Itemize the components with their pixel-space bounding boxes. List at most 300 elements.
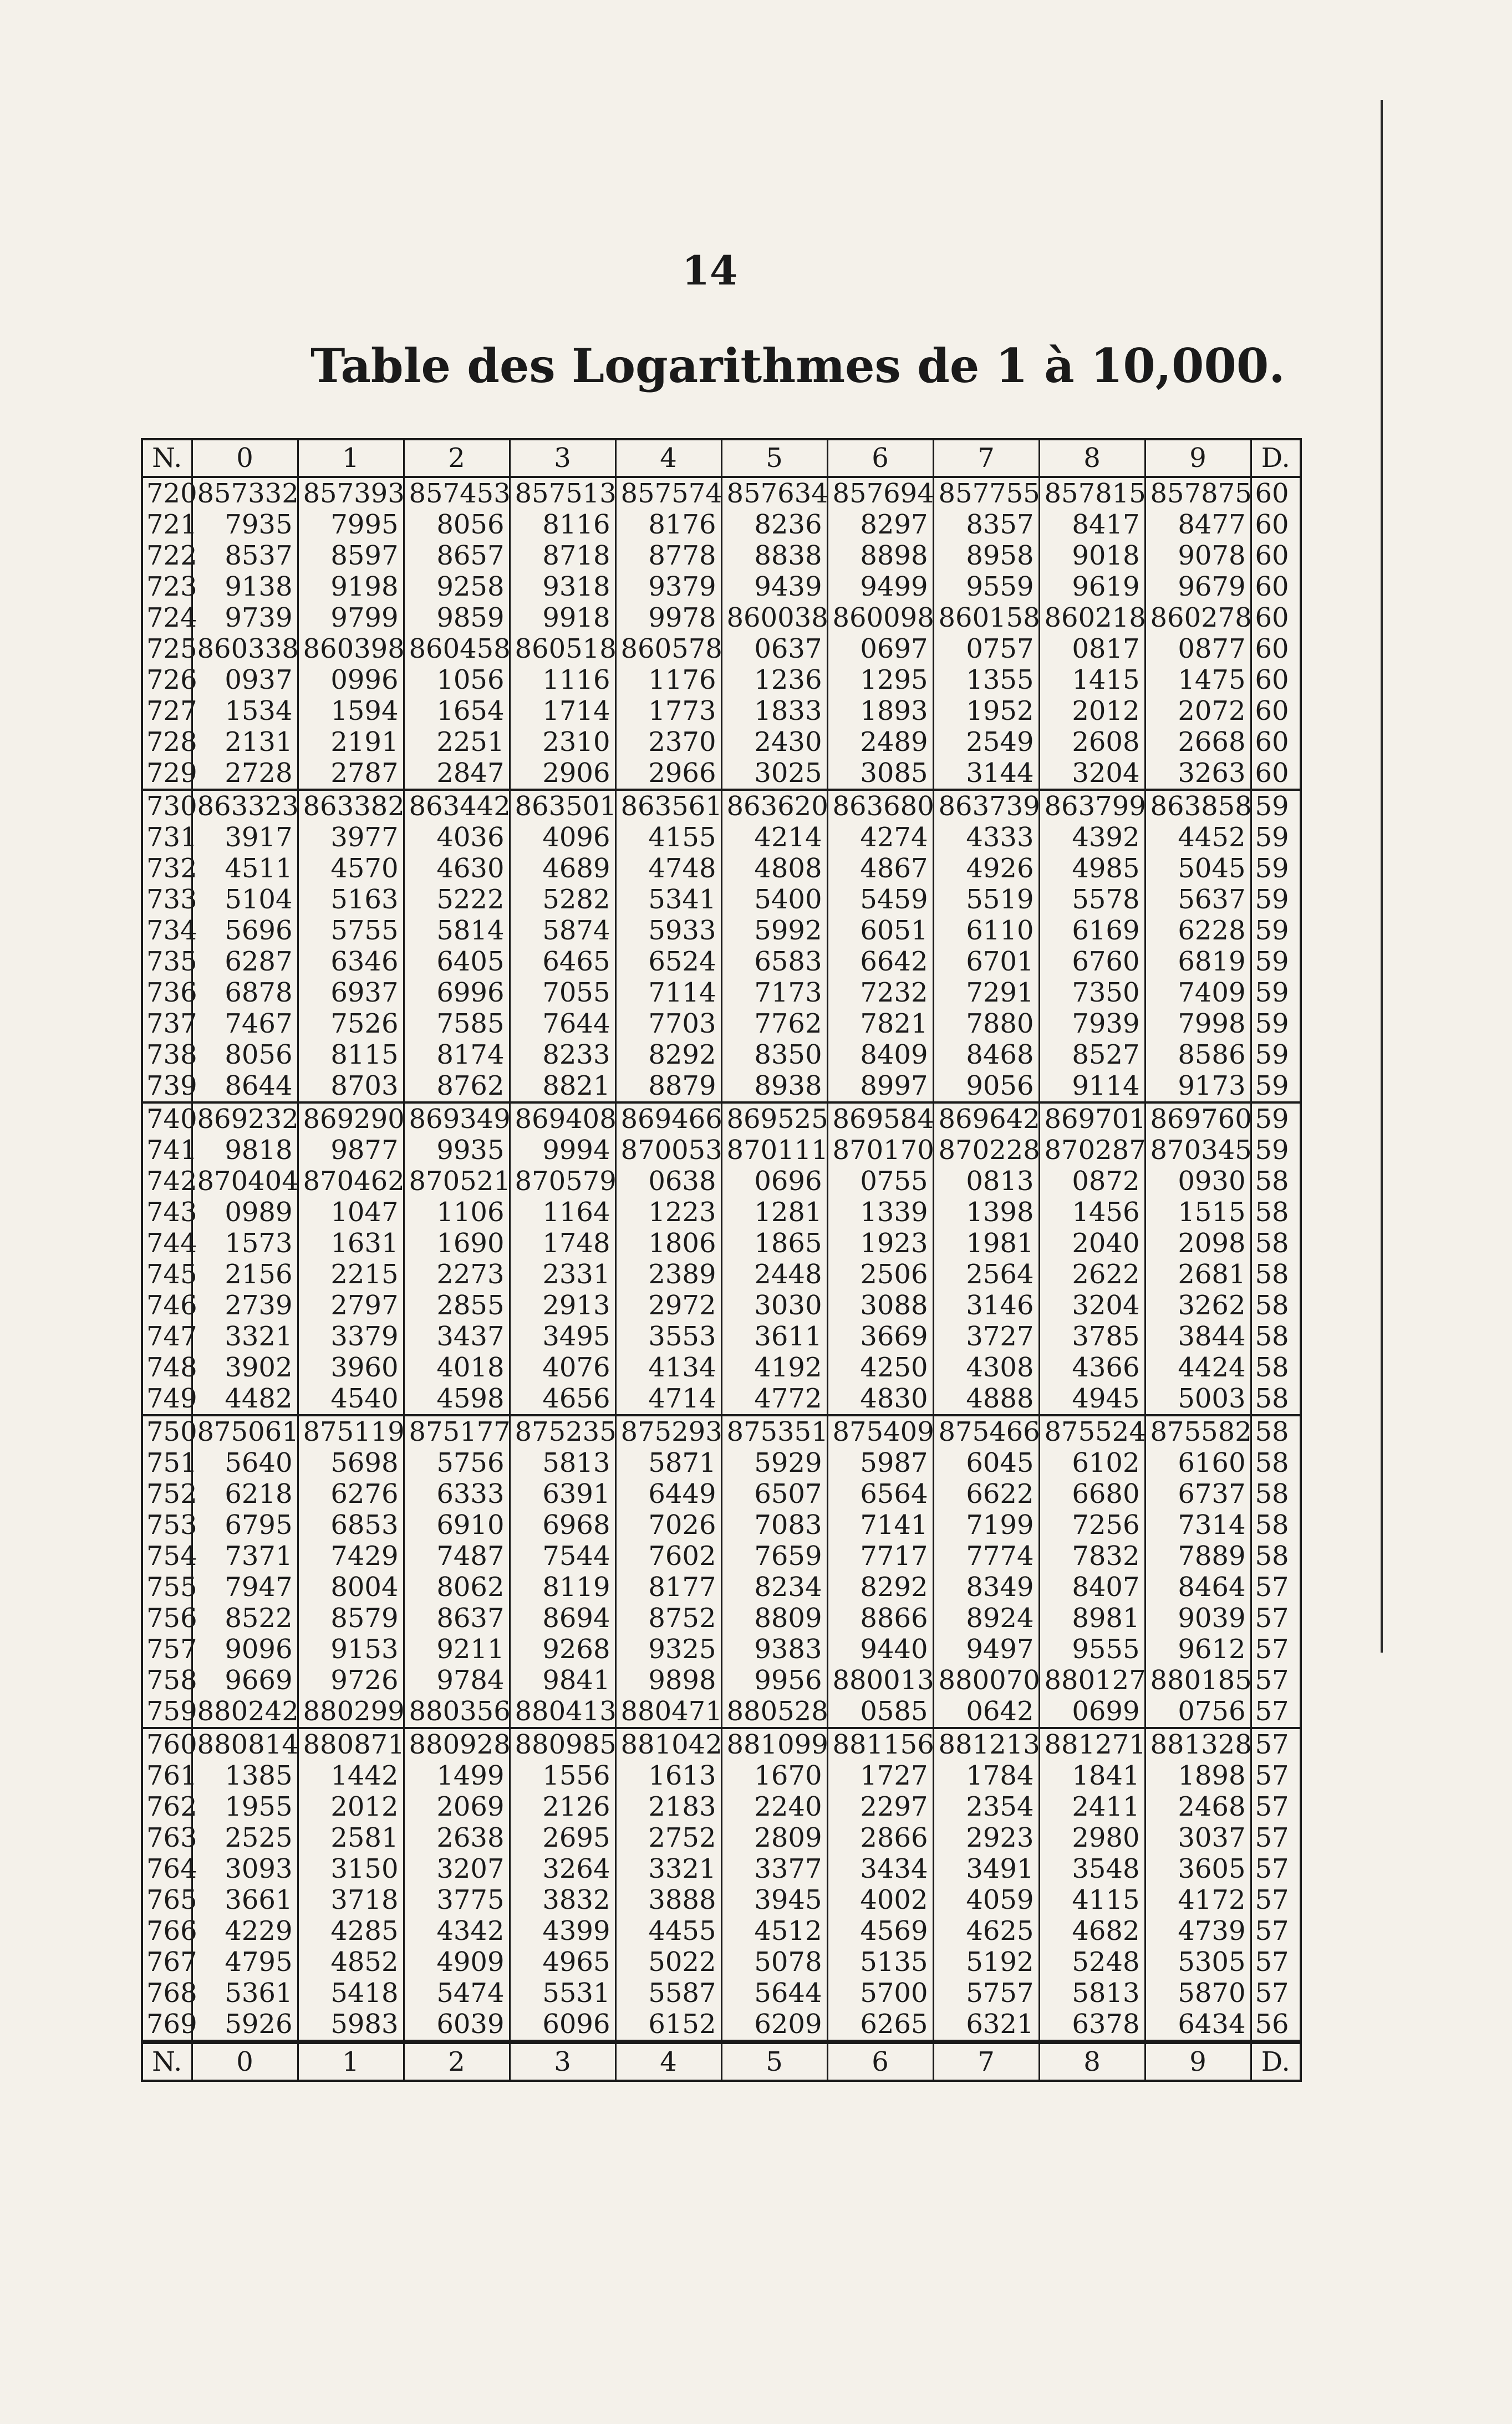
mantissa-cell: 2183 [615, 1791, 721, 1822]
page-number: 14 [681, 247, 738, 294]
difference-cell: 57 [1251, 1572, 1301, 1603]
mantissa-cell: 6878 [192, 977, 298, 1008]
column-header-cell: 2 [404, 439, 510, 477]
mantissa-cell: 869525 [721, 1102, 827, 1135]
mantissa-cell: 0637 [721, 633, 827, 664]
mantissa-cell: 4229 [192, 1915, 298, 1947]
table-body [142, 477, 1301, 2042]
mantissa-cell: 3150 [298, 1853, 404, 1884]
mantissa-cell: 8778 [615, 540, 721, 571]
mantissa-cell: 1223 [615, 1197, 721, 1228]
table-row [142, 1915, 1301, 1947]
mantissa-cell: 5926 [192, 2009, 298, 2042]
difference-cell: 60 [1251, 633, 1301, 664]
mantissa-cell: 880528 [721, 1696, 827, 1728]
mantissa-cell: 5983 [298, 2009, 404, 2042]
mantissa-cell: 8233 [510, 1039, 615, 1070]
table-row [142, 758, 1301, 790]
mantissa-cell: 9877 [298, 1135, 404, 1166]
row-number-cell: 767 [142, 1947, 192, 1978]
mantissa-cell: 9799 [298, 602, 404, 633]
difference-cell: 59 [1251, 946, 1301, 977]
table-row [142, 1197, 1301, 1228]
mantissa-cell: 4625 [933, 1915, 1039, 1947]
mantissa-cell: 4511 [192, 853, 298, 884]
mantissa-cell: 3548 [1039, 1853, 1145, 1884]
row-number-cell: 724 [142, 602, 192, 633]
mantissa-cell: 6465 [510, 946, 615, 977]
row-number-cell: 720 [142, 477, 192, 509]
mantissa-cell: 9153 [298, 1634, 404, 1665]
table-row [142, 1228, 1301, 1259]
mantissa-cell: 5757 [933, 1978, 1039, 2009]
row-number-cell: 727 [142, 695, 192, 726]
mantissa-cell: 6583 [721, 946, 827, 977]
row-number-cell: 758 [142, 1665, 192, 1696]
mantissa-cell: 4512 [721, 1915, 827, 1947]
mantissa-cell: 860038 [721, 602, 827, 633]
mantissa-cell: 2608 [1039, 726, 1145, 758]
mantissa-cell: 7114 [615, 977, 721, 1008]
mantissa-cell: 875235 [510, 1415, 615, 1447]
mantissa-cell: 8176 [615, 509, 721, 540]
mantissa-cell: 6152 [615, 2009, 721, 2042]
mantissa-cell: 1833 [721, 695, 827, 726]
mantissa-cell: 9078 [1145, 540, 1251, 571]
mantissa-cell: 8637 [404, 1603, 510, 1634]
mantissa-cell: 7173 [721, 977, 827, 1008]
mantissa-cell: 880185 [1145, 1665, 1251, 1696]
mantissa-cell: 7256 [1039, 1510, 1145, 1541]
column-header-cell: 4 [615, 439, 721, 477]
mantissa-cell: 4333 [933, 822, 1039, 853]
row-number-cell: 741 [142, 1135, 192, 1166]
table-row [142, 1884, 1301, 1915]
mantissa-cell: 4002 [827, 1884, 933, 1915]
mantissa-cell: 8579 [298, 1603, 404, 1634]
row-number-cell: 752 [142, 1478, 192, 1510]
table-row [142, 1853, 1301, 1884]
table-row [142, 540, 1301, 571]
mantissa-cell: 7199 [933, 1510, 1039, 1541]
mantissa-cell: 857393 [298, 477, 404, 509]
mantissa-cell: 0817 [1039, 633, 1145, 664]
mantissa-cell: 7644 [510, 1008, 615, 1039]
table-row [142, 571, 1301, 602]
mantissa-cell: 5045 [1145, 853, 1251, 884]
table-row [142, 822, 1301, 853]
mantissa-cell: 870521 [404, 1166, 510, 1197]
column-header-cell: 8 [1039, 439, 1145, 477]
mantissa-cell: 1398 [933, 1197, 1039, 1228]
mantissa-cell: 3661 [192, 1884, 298, 1915]
difference-cell: 59 [1251, 1102, 1301, 1135]
mantissa-cell: 857574 [615, 477, 721, 509]
mantissa-cell: 6507 [721, 1478, 827, 1510]
mantissa-cell: 881042 [615, 1728, 721, 1760]
difference-cell: 58 [1251, 1352, 1301, 1383]
mantissa-cell: 4888 [933, 1383, 1039, 1415]
difference-cell: 59 [1251, 1070, 1301, 1102]
difference-cell: 60 [1251, 540, 1301, 571]
mantissa-cell: 4598 [404, 1383, 510, 1415]
table-row [142, 946, 1301, 977]
mantissa-cell: 1952 [933, 695, 1039, 726]
difference-cell: 57 [1251, 1915, 1301, 1947]
table-row [142, 884, 1301, 915]
mantissa-cell: 1613 [615, 1760, 721, 1791]
row-number-cell: 766 [142, 1915, 192, 1947]
table-row [142, 1321, 1301, 1352]
mantissa-cell: 5644 [721, 1978, 827, 2009]
mantissa-cell: 4689 [510, 853, 615, 884]
mantissa-cell: 0756 [1145, 1696, 1251, 1728]
row-number-cell: 732 [142, 853, 192, 884]
mantissa-cell: 5192 [933, 1947, 1039, 1978]
column-footer-cell: 2 [404, 2042, 510, 2081]
mantissa-cell: 4115 [1039, 1884, 1145, 1915]
difference-cell: 57 [1251, 1603, 1301, 1634]
mantissa-cell: 4274 [827, 822, 933, 853]
mantissa-cell: 5163 [298, 884, 404, 915]
mantissa-cell: 1690 [404, 1228, 510, 1259]
column-header-cell: 0 [192, 439, 298, 477]
difference-cell: 58 [1251, 1447, 1301, 1478]
mantissa-cell: 6218 [192, 1478, 298, 1510]
mantissa-cell: 2866 [827, 1822, 933, 1853]
mantissa-cell: 4830 [827, 1383, 933, 1415]
mantissa-cell: 8527 [1039, 1039, 1145, 1070]
mantissa-cell: 2126 [510, 1791, 615, 1822]
table-row [142, 726, 1301, 758]
mantissa-cell: 860458 [404, 633, 510, 664]
row-number-cell: 761 [142, 1760, 192, 1791]
mantissa-cell: 1056 [404, 664, 510, 695]
table-header [142, 439, 1301, 477]
mantissa-cell: 0930 [1145, 1166, 1251, 1197]
mantissa-cell: 2448 [721, 1259, 827, 1290]
mantissa-cell: 0585 [827, 1696, 933, 1728]
mantissa-cell: 6996 [404, 977, 510, 1008]
mantissa-cell: 3553 [615, 1321, 721, 1352]
mantissa-cell: 6819 [1145, 946, 1251, 977]
mantissa-cell: 9499 [827, 571, 933, 602]
mantissa-cell: 1748 [510, 1228, 615, 1259]
mantissa-cell: 9898 [615, 1665, 721, 1696]
mantissa-cell: 6096 [510, 2009, 615, 2042]
mantissa-cell: 4656 [510, 1383, 615, 1415]
table-row [142, 1728, 1301, 1760]
mantissa-cell: 1176 [615, 664, 721, 695]
mantissa-cell: 1281 [721, 1197, 827, 1228]
mantissa-cell: 7314 [1145, 1510, 1251, 1541]
table-row [142, 1259, 1301, 1290]
mantissa-cell: 4308 [933, 1352, 1039, 1383]
column-header-cell: 1 [298, 439, 404, 477]
mantissa-cell: 869408 [510, 1102, 615, 1135]
mantissa-cell: 1236 [721, 664, 827, 695]
mantissa-cell: 8997 [827, 1070, 933, 1102]
table-row [142, 1947, 1301, 1978]
mantissa-cell: 2191 [298, 726, 404, 758]
mantissa-cell: 5078 [721, 1947, 827, 1978]
table-row [142, 1383, 1301, 1415]
mantissa-cell: 5640 [192, 1447, 298, 1478]
table-row [142, 1447, 1301, 1478]
mantissa-cell: 880013 [827, 1665, 933, 1696]
mantissa-cell: 870228 [933, 1135, 1039, 1166]
mantissa-cell: 1556 [510, 1760, 615, 1791]
mantissa-cell: 8177 [615, 1572, 721, 1603]
mantissa-cell: 8056 [192, 1039, 298, 1070]
mantissa-cell: 857755 [933, 477, 1039, 509]
difference-cell: 60 [1251, 758, 1301, 790]
mantissa-cell: 5400 [721, 884, 827, 915]
mantissa-cell: 8409 [827, 1039, 933, 1070]
mantissa-cell: 5341 [615, 884, 721, 915]
mantissa-cell: 7141 [827, 1510, 933, 1541]
table-row [142, 1478, 1301, 1510]
mantissa-cell: 2430 [721, 726, 827, 758]
mantissa-cell: 880299 [298, 1696, 404, 1728]
mantissa-cell: 7544 [510, 1541, 615, 1572]
mantissa-cell: 875466 [933, 1415, 1039, 1447]
mantissa-cell: 4630 [404, 853, 510, 884]
mantissa-cell: 9859 [404, 602, 510, 633]
mantissa-cell: 3945 [721, 1884, 827, 1915]
difference-cell: 60 [1251, 726, 1301, 758]
row-number-cell: 749 [142, 1383, 192, 1415]
mantissa-cell: 8924 [933, 1603, 1039, 1634]
mantissa-cell: 2273 [404, 1259, 510, 1290]
mantissa-cell: 4155 [615, 822, 721, 853]
mantissa-cell: 4424 [1145, 1352, 1251, 1383]
mantissa-cell: 863739 [933, 790, 1039, 822]
mantissa-cell: 869642 [933, 1102, 1039, 1135]
column-footer-cell: 3 [510, 2042, 615, 2081]
difference-cell: 57 [1251, 1665, 1301, 1696]
mantissa-cell: 5578 [1039, 884, 1145, 915]
difference-cell: 59 [1251, 822, 1301, 853]
mantissa-cell: 1047 [298, 1197, 404, 1228]
mantissa-cell: 8644 [192, 1070, 298, 1102]
mantissa-cell: 7083 [721, 1510, 827, 1541]
mantissa-cell: 1714 [510, 695, 615, 726]
row-number-cell: 747 [142, 1321, 192, 1352]
mantissa-cell: 2966 [615, 758, 721, 790]
mantissa-cell: 2310 [510, 726, 615, 758]
mantissa-cell: 6760 [1039, 946, 1145, 977]
mantissa-cell: 6937 [298, 977, 404, 1008]
mantissa-cell: 2012 [298, 1791, 404, 1822]
mantissa-cell: 9039 [1145, 1603, 1251, 1634]
mantissa-cell: 857332 [192, 477, 298, 509]
row-number-cell: 728 [142, 726, 192, 758]
mantissa-cell: 1573 [192, 1228, 298, 1259]
mantissa-cell: 1116 [510, 664, 615, 695]
mantissa-cell: 3093 [192, 1853, 298, 1884]
mantissa-cell: 9555 [1039, 1634, 1145, 1665]
mantissa-cell: 870111 [721, 1135, 827, 1166]
mantissa-cell: 6564 [827, 1478, 933, 1510]
difference-cell: 58 [1251, 1541, 1301, 1572]
table-row [142, 1415, 1301, 1447]
mantissa-cell: 5305 [1145, 1947, 1251, 1978]
mantissa-cell: 9439 [721, 571, 827, 602]
mantissa-cell: 9318 [510, 571, 615, 602]
mantissa-cell: 4739 [1145, 1915, 1251, 1947]
row-number-cell: 763 [142, 1822, 192, 1853]
mantissa-cell: 880471 [615, 1696, 721, 1728]
mantissa-cell: 5696 [192, 915, 298, 946]
mantissa-cell: 6701 [933, 946, 1039, 977]
row-number-cell: 729 [142, 758, 192, 790]
mantissa-cell: 9379 [615, 571, 721, 602]
difference-cell: 57 [1251, 1822, 1301, 1853]
mantissa-cell: 3264 [510, 1853, 615, 1884]
mantissa-cell: 870345 [1145, 1135, 1251, 1166]
table-row [142, 1541, 1301, 1572]
mantissa-cell: 3146 [933, 1290, 1039, 1321]
mantissa-cell: 5987 [827, 1447, 933, 1478]
row-number-cell: 760 [142, 1728, 192, 1760]
mantissa-cell: 7995 [298, 509, 404, 540]
mantissa-cell: 5361 [192, 1978, 298, 2009]
column-header-cell: 5 [721, 439, 827, 477]
difference-cell: 60 [1251, 509, 1301, 540]
mantissa-cell: 4134 [615, 1352, 721, 1383]
table-row [142, 477, 1301, 509]
mantissa-cell: 2855 [404, 1290, 510, 1321]
mantissa-cell: 7602 [615, 1541, 721, 1572]
mantissa-cell: 3902 [192, 1352, 298, 1383]
mantissa-cell: 7998 [1145, 1008, 1251, 1039]
mantissa-cell: 875582 [1145, 1415, 1251, 1447]
table-row [142, 977, 1301, 1008]
mantissa-cell: 4399 [510, 1915, 615, 1947]
difference-cell: 58 [1251, 1197, 1301, 1228]
mantissa-cell: 1534 [192, 695, 298, 726]
mantissa-cell: 8234 [721, 1572, 827, 1603]
mantissa-cell: 880242 [192, 1696, 298, 1728]
mantissa-cell: 2215 [298, 1259, 404, 1290]
mantissa-cell: 2098 [1145, 1228, 1251, 1259]
mantissa-cell: 1727 [827, 1760, 933, 1791]
mantissa-cell: 5933 [615, 915, 721, 946]
mantissa-cell: 7703 [615, 1008, 721, 1039]
margin-rule [1381, 100, 1383, 1653]
mantissa-cell: 0872 [1039, 1166, 1145, 1197]
column-footer-cell: 1 [298, 2042, 404, 2081]
mantissa-cell: 2728 [192, 758, 298, 790]
mantissa-cell: 7947 [192, 1572, 298, 1603]
mantissa-cell: 8477 [1145, 509, 1251, 540]
row-number-cell: 750 [142, 1415, 192, 1447]
table-row [142, 1008, 1301, 1039]
mantissa-cell: 1442 [298, 1760, 404, 1791]
mantissa-cell: 8292 [615, 1039, 721, 1070]
mantissa-cell: 880127 [1039, 1665, 1145, 1696]
row-number-cell: 725 [142, 633, 192, 664]
mantissa-cell: 4682 [1039, 1915, 1145, 1947]
mantissa-cell: 5756 [404, 1447, 510, 1478]
mantissa-cell: 857875 [1145, 477, 1251, 509]
mantissa-cell: 9325 [615, 1634, 721, 1665]
mantissa-cell: 2411 [1039, 1791, 1145, 1822]
table-row [142, 1822, 1301, 1853]
row-number-cell: 762 [142, 1791, 192, 1822]
mantissa-cell: 1631 [298, 1228, 404, 1259]
row-number-cell: 738 [142, 1039, 192, 1070]
mantissa-cell: 2638 [404, 1822, 510, 1853]
table-row [142, 1510, 1301, 1541]
mantissa-cell: 8703 [298, 1070, 404, 1102]
mantissa-cell: 3379 [298, 1321, 404, 1352]
row-number-cell: 751 [142, 1447, 192, 1478]
mantissa-cell: 2913 [510, 1290, 615, 1321]
mantissa-cell: 3204 [1039, 1290, 1145, 1321]
difference-cell: 59 [1251, 1008, 1301, 1039]
mantissa-cell: 5637 [1145, 884, 1251, 915]
difference-cell: 57 [1251, 1853, 1301, 1884]
mantissa-cell: 3434 [827, 1853, 933, 1884]
mantissa-cell: 2739 [192, 1290, 298, 1321]
mantissa-cell: 880871 [298, 1728, 404, 1760]
mantissa-cell: 4482 [192, 1383, 298, 1415]
mantissa-cell: 2695 [510, 1822, 615, 1853]
column-footer-cell: D. [1251, 2042, 1301, 2081]
mantissa-cell: 870053 [615, 1135, 721, 1166]
mantissa-cell: 7717 [827, 1541, 933, 1572]
mantissa-cell: 5871 [615, 1447, 721, 1478]
mantissa-cell: 7526 [298, 1008, 404, 1039]
difference-cell: 60 [1251, 664, 1301, 695]
mantissa-cell: 8657 [404, 540, 510, 571]
mantissa-cell: 5755 [298, 915, 404, 946]
table-row [142, 1572, 1301, 1603]
mantissa-cell: 2923 [933, 1822, 1039, 1853]
row-number-cell: 726 [142, 664, 192, 695]
mantissa-cell: 3377 [721, 1853, 827, 1884]
mantissa-cell: 0699 [1039, 1696, 1145, 1728]
mantissa-cell: 857513 [510, 477, 615, 509]
mantissa-cell: 1865 [721, 1228, 827, 1259]
row-number-cell: 730 [142, 790, 192, 822]
mantissa-cell: 9784 [404, 1665, 510, 1696]
mantissa-cell: 3785 [1039, 1321, 1145, 1352]
mantissa-cell: 4852 [298, 1947, 404, 1978]
mantissa-cell: 2809 [721, 1822, 827, 1853]
mantissa-cell: 5698 [298, 1447, 404, 1478]
mantissa-cell: 3085 [827, 758, 933, 790]
mantissa-cell: 881099 [721, 1728, 827, 1760]
mantissa-cell: 8464 [1145, 1572, 1251, 1603]
mantissa-cell: 2370 [615, 726, 721, 758]
mantissa-cell: 869349 [404, 1102, 510, 1135]
mantissa-cell: 8115 [298, 1039, 404, 1070]
mantissa-cell: 8879 [615, 1070, 721, 1102]
mantissa-cell: 2972 [615, 1290, 721, 1321]
mantissa-cell: 1841 [1039, 1760, 1145, 1791]
mantissa-cell: 8866 [827, 1603, 933, 1634]
table-row [142, 1978, 1301, 2009]
mantissa-cell: 4366 [1039, 1352, 1145, 1383]
mantissa-cell: 8116 [510, 509, 615, 540]
mantissa-cell: 6333 [404, 1478, 510, 1510]
mantissa-cell: 2787 [298, 758, 404, 790]
mantissa-cell: 2240 [721, 1791, 827, 1822]
mantissa-cell: 5519 [933, 884, 1039, 915]
